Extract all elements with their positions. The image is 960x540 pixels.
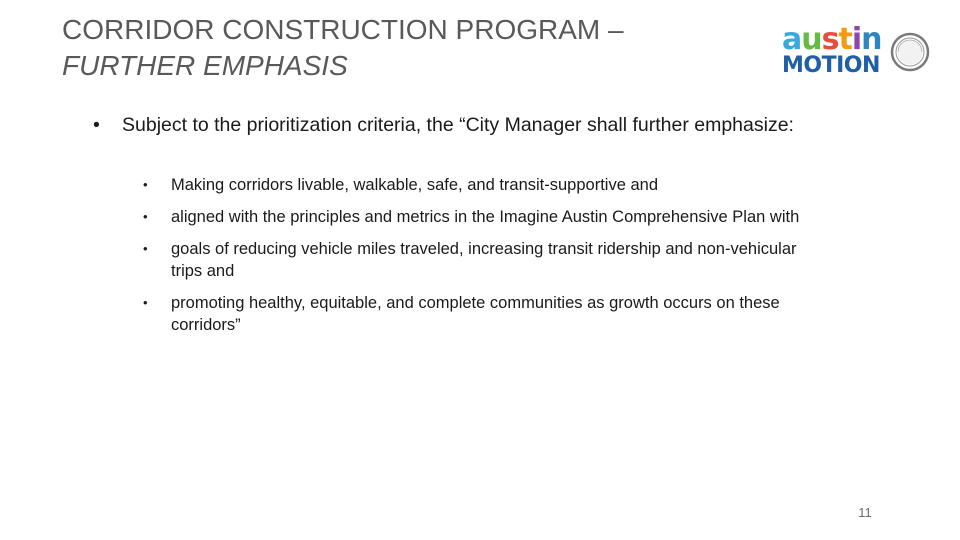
logo-letter: s [821,22,839,57]
logo-letter: a [782,22,802,57]
main-bullet [93,113,813,138]
page-number: 11 [858,505,872,520]
logo-letter: t [838,22,852,57]
mobility-bond-seal-icon [890,30,930,74]
title-italic-text: FURTHER EMPHASIS [62,50,348,81]
logo-letter: i [851,22,862,57]
sub-bullet-list [143,174,823,336]
sub-bullet-item [143,206,823,228]
sub-bullet-item [143,238,823,282]
bullet-icon: • [93,114,100,136]
sub-bullet-item [143,174,823,196]
slide-title [62,12,762,84]
bullet-icon: • [143,295,148,310]
main-bullet-text: Subject to the prioritization criteria, the “City Manager shall further emphasize: [122,114,794,136]
logo-word-motion: MOTION [782,53,880,78]
sub-bullet-text: promoting healthy, equitable, and complete communities as growth occurs on these corridors” [171,294,780,334]
sub-bullet-text: aligned with the principles and metrics in the Imagine Austin Comprehensive Plan with [171,208,800,226]
bullet-icon: • [143,177,148,192]
logo-letter: n [861,22,882,57]
logo-word-austin [782,24,881,56]
sub-bullet-text: Making corridors livable, walkable, safe, and transit-supportive and [171,176,658,194]
title-text: CORRIDOR CONSTRUCTION PROGRAM – [62,14,624,45]
austin-motion-logo [780,22,930,82]
sub-bullet-item [143,292,823,336]
bullet-icon: • [143,241,148,256]
bullet-icon: • [143,209,148,224]
logo-letter: u [801,22,822,57]
sub-bullet-text: goals of reducing vehicle miles traveled, increasing transit ridership and non-vehicular trips and [171,240,797,280]
